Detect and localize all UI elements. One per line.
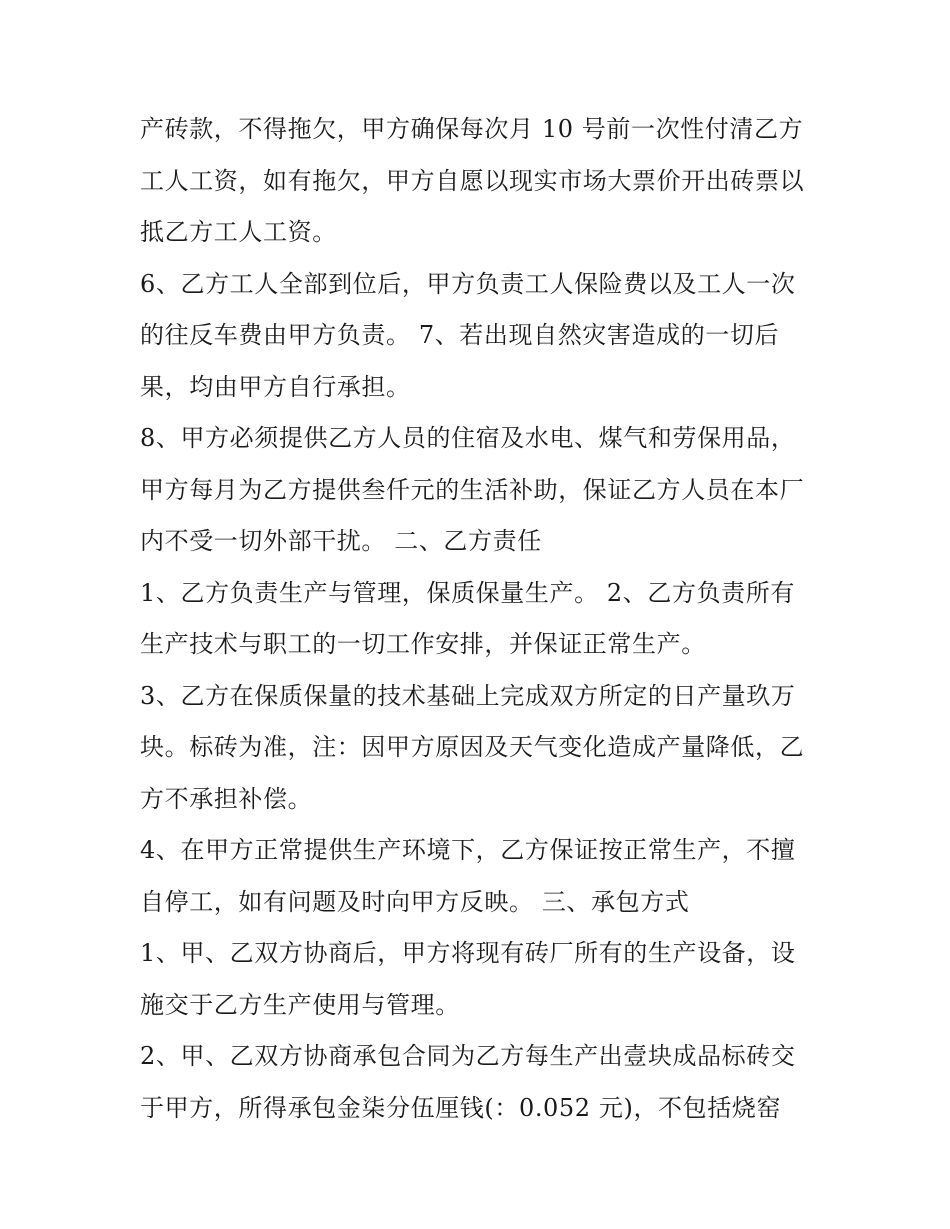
- text-line: 于甲方，所得承包金柒分伍厘钱(：0.052 元)，不包括烧窑: [140, 1093, 782, 1122]
- text-line: 抵乙方工人工资。: [140, 218, 337, 246]
- text-line: 甲方每月为乙方提供叁仟元的生活补助，保证乙方人员在本厂: [140, 475, 805, 504]
- text-line: 1、甲、乙双方协商后，甲方将现有砖厂所有的生产设备，设: [140, 939, 796, 967]
- text-line: 内不受一切外部干扰。 二、乙方责任: [140, 527, 542, 555]
- document-body: [140, 104, 820, 1134]
- text-line: 生产技术与职工的一切工作安排，并保证正常生产。: [140, 630, 706, 658]
- text-line: 果，均由甲方自行承担。: [140, 372, 411, 401]
- text-line: 产砖款，不得拖欠，甲方确保每次月 10 号前一次性付清乙方: [140, 115, 804, 143]
- text-line: 3、乙方在保质保量的技术基础上完成双方所定的日产量玖万: [140, 681, 796, 710]
- text-line: 施交于乙方生产使用与管理。: [140, 990, 460, 1019]
- text-line: 6、乙方工人全部到位后，甲方负责工人保险费以及工人一次: [140, 269, 796, 298]
- text-line: 工人工资，如有拖欠，甲方自愿以现实市场大票价开出砖票以: [140, 166, 805, 195]
- text-line: 2、甲、乙双方协商承包合同为乙方每生产出壹块成品标砖交: [140, 1042, 796, 1070]
- text-line: 的往反车费由甲方负责。 7、若出现自然灾害造成的一切后: [140, 321, 780, 349]
- text-line: 自停工，如有问题及时向甲方反映。 三、承包方式: [140, 887, 690, 916]
- text-line: 1、乙方负责生产与管理，保质保量生产。 2、乙方负责所有: [140, 578, 795, 607]
- text-line: 块。标砖为准，注：因甲方原因及天气变化造成产量降低，乙: [140, 733, 805, 761]
- text-line: 4、在甲方正常提供生产环境下，乙方保证按正常生产，不擅: [140, 836, 796, 864]
- text-line: 方不承担补偿。: [140, 784, 313, 813]
- text-line: 8、甲方必须提供乙方人员的住宿及水电、煤气和劳保用品，: [140, 424, 796, 452]
